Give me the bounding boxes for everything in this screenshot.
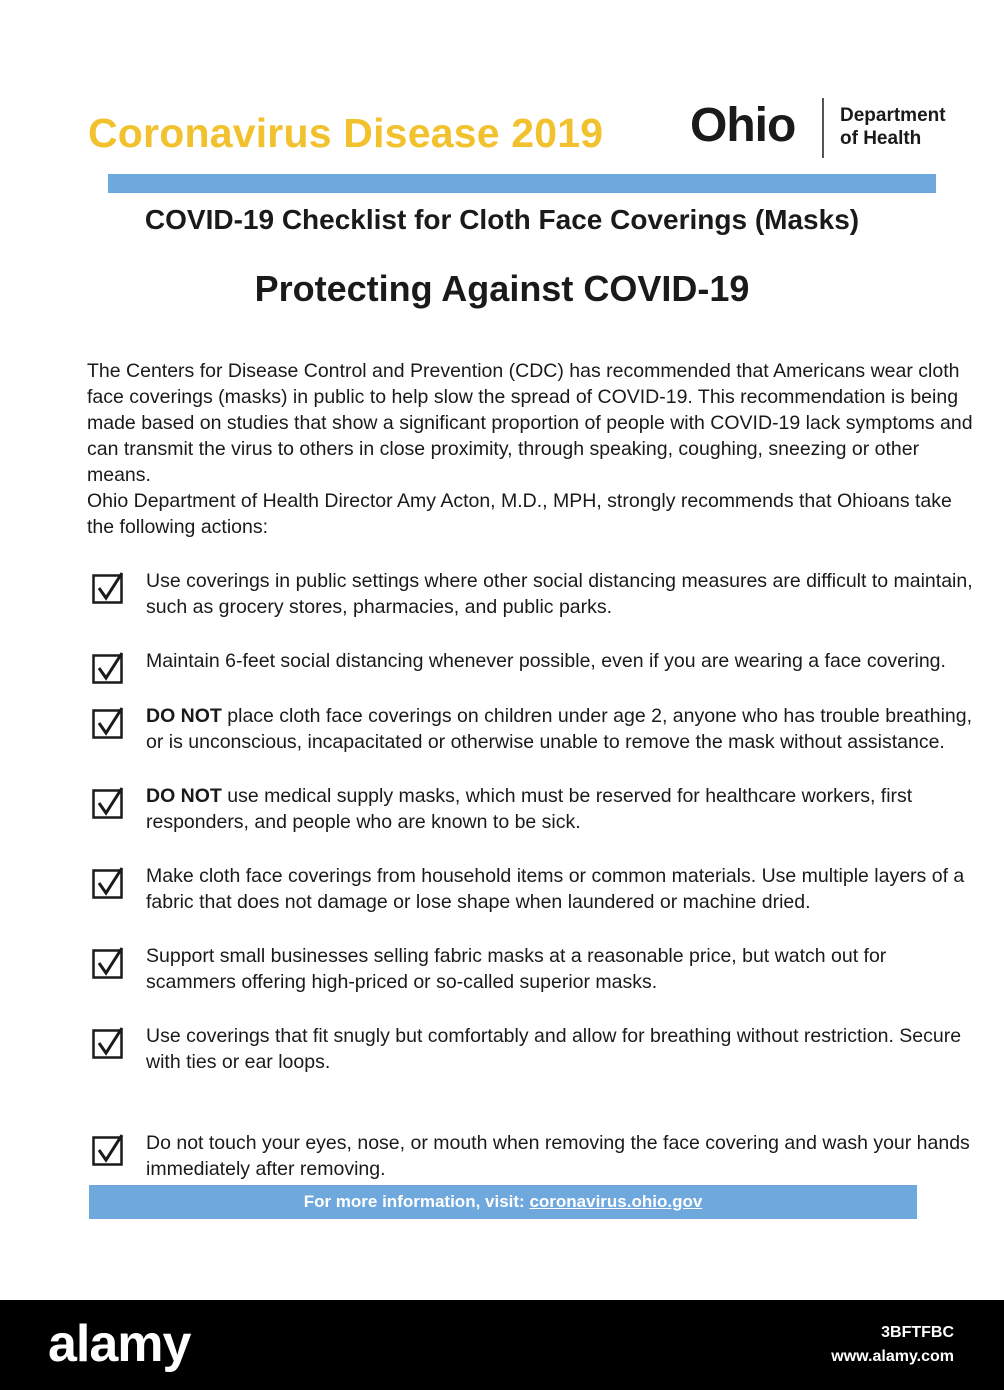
checklist-item-text: DO NOT place cloth face coverings on children under age 2, anyone who has trouble breathing, or is unconscious, incapacitated or otherwise unable to remove the mask without assistance. <box>146 705 973 753</box>
checklist-item-text: Do not touch your eyes, nose, or mouth when removing the face covering and wash your hands immediately after removing. <box>146 1132 970 1180</box>
checkbox-checked-icon <box>92 787 124 819</box>
director-paragraph: Ohio Department of Health Director Amy Acton, M.D., MPH, strongly recommends that Ohioans take the following actions: <box>87 490 952 538</box>
footer-prefix: For more information, visit: <box>303 1192 530 1211</box>
top-blue-bar <box>108 174 936 193</box>
main-heading: Protecting Against COVID-19 <box>254 268 750 309</box>
watermark-site: www.alamy.com <box>831 1348 954 1365</box>
checkbox-checked-icon <box>92 572 124 604</box>
logo-dept-line1: Department <box>840 105 946 126</box>
footer-info-bar <box>89 1185 917 1219</box>
logo-department-text <box>840 104 946 150</box>
checklist-item-text: Maintain 6-feet social distancing whenever possible, even if you are wearing a face covering. <box>146 650 946 672</box>
logo-divider <box>822 98 824 158</box>
intro-paragraph: The Centers for Disease Control and Prevention (CDC) has recommended that Americans wear cloth face coverings (masks) in public to help slow the spread of COVID-19. This recommendation is being made based on studies that show a significant proportion of people with COVID-19 lack symptoms and can transmit the virus to others in close proximity, through speaking, coughing, sneezing or other means. <box>87 360 973 486</box>
checklist-item-text: Support small businesses selling fabric masks at a reasonable price, but watch out for scammers offering high-priced or so-called superior masks. <box>146 945 887 993</box>
checkbox-checked-icon <box>92 947 124 979</box>
watermark-image-code: 3BFTFBC <box>881 1324 954 1341</box>
checklist-item-text: Use coverings that fit snugly but comfortably and allow for breathing without restriction. Secure with ties or ear loops. <box>146 1025 962 1073</box>
footer-link[interactable]: coronavirus.ohio.gov <box>529 1192 703 1211</box>
checklist-item-text: Make cloth face coverings from household items or common materials. Use multiple layers of a fabric that does not damage or lose shape when laundered or machine dried. <box>146 865 965 913</box>
checkbox-checked-icon <box>92 1027 124 1059</box>
header-title: Coronavirus Disease 2019 <box>88 110 604 156</box>
logo-dept-line2: of Health <box>840 128 922 149</box>
logo-ohio-word: Ohio <box>690 99 796 152</box>
watermark-band <box>0 1300 1004 1390</box>
checklist-item-text: DO NOT use medical supply masks, which must be reserved for healthcare workers, first responders, and people who are known to be sick. <box>146 785 913 833</box>
checkbox-checked-icon <box>92 1134 124 1166</box>
checkbox-checked-icon <box>92 652 124 684</box>
checklist-subtitle: COVID-19 Checklist for Cloth Face Coverings (Masks) <box>144 204 860 235</box>
watermark-logo: alamy <box>48 1315 191 1373</box>
checkbox-checked-icon <box>92 707 124 739</box>
checklist-item-text: Use coverings in public settings where other social distancing measures are difficult to maintain, such as grocery stores, pharmacies, and public parks. <box>146 570 973 618</box>
checkbox-checked-icon <box>92 867 124 899</box>
